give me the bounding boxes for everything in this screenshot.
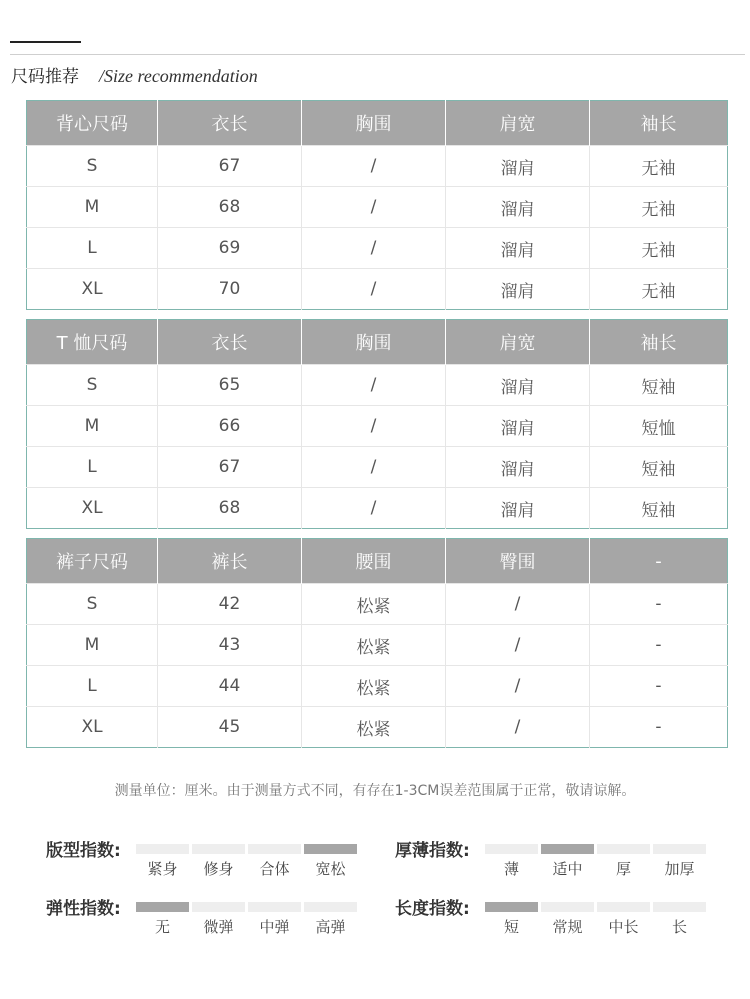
table-cell: / [302,365,446,406]
column-header: - [590,539,728,584]
table-cell: S [27,584,158,625]
column-header: 裤子尺码 [27,539,158,584]
scale-option [192,902,245,937]
table-cell: 溜肩 [446,365,590,406]
scale-option-label: 长 [671,918,687,936]
table-cell: 无袖 [590,269,728,310]
fit-index-scale [136,844,360,879]
scale-option-label: 中弹 [259,918,290,936]
table-cell: XL [27,269,158,310]
elasticity-index-scale [136,902,360,937]
scale-bar [248,844,301,854]
table-cell: 松紧 [302,666,446,707]
scale-option-label: 宽松 [315,860,346,878]
table-cell: 短恤 [590,406,728,447]
scale-bar [136,844,189,854]
table-cell: 45 [158,707,302,748]
scale-option [304,844,357,879]
table-cell: XL [27,707,158,748]
scale-option-label: 合体 [259,860,290,878]
column-header: 肩宽 [446,320,590,365]
section-title-en: /Size recommendation [99,66,258,86]
scale-bar [653,844,706,854]
column-header: 腰围 [302,539,446,584]
scale-bar [541,844,594,854]
section-title-zh: 尺码推荐 [11,67,79,87]
fit-index-label: 版型指数: [46,841,121,861]
scale-option-label: 适中 [552,860,583,878]
scale-option [248,902,301,937]
table-cell: / [302,269,446,310]
table-cell: 溜肩 [446,447,590,488]
column-header: 袖长 [590,320,728,365]
table-cell: M [27,187,158,228]
table-row [27,228,728,269]
table-row [27,707,728,748]
scale-option [541,902,594,937]
table-cell: 溜肩 [446,228,590,269]
table-cell: - [590,625,728,666]
scale-bar [653,902,706,912]
table-cell: L [27,447,158,488]
elasticity-index-label: 弹性指数: [46,899,121,919]
table-cell: 溜肩 [446,269,590,310]
header-divider [10,54,745,55]
scale-option [304,902,357,937]
scale-option [136,902,189,937]
scale-option [485,902,538,937]
column-header: 袖长 [590,101,728,146]
table-cell: 68 [158,488,302,529]
table-cell: - [590,707,728,748]
table-cell: 短袖 [590,488,728,529]
thickness-index-label: 厚薄指数: [395,841,470,861]
column-header: 胸围 [302,320,446,365]
scale-option-label: 常规 [552,918,583,936]
table-cell: M [27,406,158,447]
table-cell: 44 [158,666,302,707]
scale-option-label: 加厚 [664,860,695,878]
section-title [11,62,258,86]
table-cell: 43 [158,625,302,666]
scale-option-label: 修身 [203,860,234,878]
column-header: 裤长 [158,539,302,584]
pants-size-table [26,538,728,748]
table-row [27,146,728,187]
table-header-row [27,320,728,365]
header-accent-line [10,41,81,43]
table-cell: 69 [158,228,302,269]
scale-bar [485,844,538,854]
table-cell: 67 [158,146,302,187]
scale-option-label: 高弹 [315,918,346,936]
table-row [27,447,728,488]
scale-option [136,844,189,879]
table-cell: 42 [158,584,302,625]
column-header: T 恤尺码 [27,320,158,365]
table-row [27,488,728,529]
table-row [27,187,728,228]
table-cell: S [27,146,158,187]
table-cell: / [446,625,590,666]
column-header: 衣长 [158,320,302,365]
table-header-row [27,539,728,584]
table-cell: - [590,584,728,625]
length-index [395,894,709,937]
elasticity-index [46,894,360,937]
scale-bar [248,902,301,912]
column-header: 肩宽 [446,101,590,146]
length-index-scale [485,902,709,937]
table-cell: / [446,584,590,625]
length-index-label: 长度指数: [395,899,470,919]
scale-bar [597,902,650,912]
table-cell: 无袖 [590,228,728,269]
table-cell: / [302,146,446,187]
fit-index [46,836,360,879]
table-cell: L [27,228,158,269]
scale-option-label: 薄 [503,860,519,878]
column-header: 胸围 [302,101,446,146]
scale-option [541,844,594,879]
table-row [27,666,728,707]
table-cell: 松紧 [302,625,446,666]
scale-option-label: 紧身 [147,860,178,878]
table-cell: / [302,228,446,269]
scale-option [248,844,301,879]
table-cell: / [302,406,446,447]
table-row [27,406,728,447]
table-cell: 短袖 [590,365,728,406]
column-header: 臀围 [446,539,590,584]
scale-option [192,844,245,879]
scale-option-label: 无 [154,918,170,936]
table-cell: 70 [158,269,302,310]
table-cell: / [302,447,446,488]
table-row [27,625,728,666]
table-row [27,584,728,625]
table-header-row [27,101,728,146]
table-cell: 无袖 [590,146,728,187]
table-row [27,269,728,310]
scale-option [653,902,706,937]
scale-option-label: 微弹 [203,918,234,936]
scale-bar [136,902,189,912]
scale-bar [304,902,357,912]
scale-option [653,844,706,879]
scale-option [485,844,538,879]
column-header: 衣长 [158,101,302,146]
table-cell: 66 [158,406,302,447]
table-cell: / [302,187,446,228]
table-cell: 溜肩 [446,488,590,529]
measurement-note: 测量单位：厘米。由于测量方式不同，有存在1-3CM误差范围属于正常，敬请谅解。 [114,783,636,799]
table-row [27,365,728,406]
table-cell: / [302,488,446,529]
scale-bar [597,844,650,854]
vest-size-table [26,100,728,310]
column-header: 背心尺码 [27,101,158,146]
table-cell: 溜肩 [446,146,590,187]
table-cell: 溜肩 [446,187,590,228]
table-cell: M [27,625,158,666]
table-cell: 68 [158,187,302,228]
thickness-index-scale [485,844,709,879]
table-cell: 溜肩 [446,406,590,447]
table-cell: 松紧 [302,707,446,748]
scale-bar [485,902,538,912]
scale-option-label: 短 [503,918,519,936]
scale-option [597,902,650,937]
table-cell: / [446,707,590,748]
table-cell: S [27,365,158,406]
scale-option-label: 厚 [615,860,631,878]
scale-bar [541,902,594,912]
scale-bar [192,902,245,912]
table-cell: XL [27,488,158,529]
scale-bar [192,844,245,854]
table-cell: 短袖 [590,447,728,488]
table-cell: 无袖 [590,187,728,228]
table-cell: / [446,666,590,707]
table-cell: 65 [158,365,302,406]
thickness-index [395,836,709,879]
tshirt-size-table [26,319,728,529]
scale-option-label: 中长 [608,918,639,936]
table-cell: 67 [158,447,302,488]
scale-option [597,844,650,879]
table-cell: - [590,666,728,707]
table-cell: L [27,666,158,707]
scale-bar [304,844,357,854]
table-cell: 松紧 [302,584,446,625]
